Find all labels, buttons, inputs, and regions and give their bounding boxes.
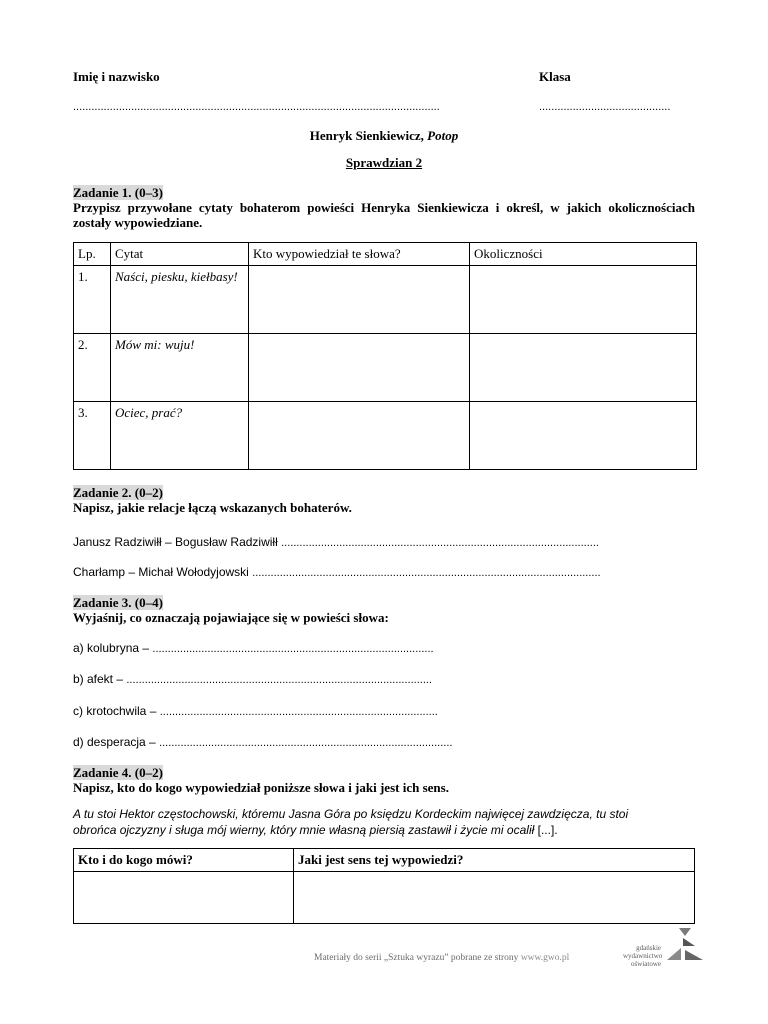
table-row bbox=[74, 334, 697, 402]
footer-url[interactable]: www.gwo.pl bbox=[520, 953, 570, 963]
task3-heading: Zadanie 3. (0–4) bbox=[73, 595, 163, 610]
table-row bbox=[74, 266, 697, 334]
test-title: Sprawdzian 2 bbox=[345, 155, 423, 170]
task4-table bbox=[73, 848, 695, 924]
answer-who[interactable] bbox=[74, 872, 294, 924]
row-lp: 1. bbox=[74, 266, 111, 334]
task3-item-b: b) afekt – .................................................................................................... bbox=[73, 672, 432, 686]
task3-item-c: c) krotochwila – ........................................................................................... bbox=[73, 704, 438, 718]
row-quote: Naści, piesku, kiełbasy! bbox=[111, 266, 249, 334]
col-circumstances: Okoliczności bbox=[470, 243, 697, 266]
name-label: Imię i nazwisko bbox=[73, 69, 160, 84]
title-work: Potop bbox=[427, 128, 459, 143]
answer-field[interactable]: ................................................................................................ bbox=[159, 737, 453, 749]
task4-instruction: Napisz, kto do kogo wypowiedział poniższe słowa i jaki jest ich sens. bbox=[73, 780, 449, 795]
class-label: Klasa bbox=[539, 69, 571, 84]
task1-table bbox=[73, 242, 697, 470]
col-quote: Cytat bbox=[111, 243, 249, 266]
col-meaning: Jaki jest sens tej wypowiedzi? bbox=[294, 849, 695, 872]
name-field[interactable]: ........................................................................................................................ bbox=[73, 101, 440, 113]
task1-heading: Zadanie 1. (0–3) bbox=[73, 185, 163, 200]
answer-field[interactable]: .................................................................................................... bbox=[126, 674, 432, 686]
answer-meaning[interactable] bbox=[294, 872, 695, 924]
col-speaker: Kto wypowiedział te słowa? bbox=[249, 243, 470, 266]
col-lp: Lp. bbox=[74, 243, 111, 266]
answer-circumstances-2[interactable] bbox=[470, 334, 697, 402]
task2-heading: Zadanie 2. (0–2) bbox=[73, 485, 163, 500]
class-field[interactable]: ........................................... bbox=[539, 101, 671, 113]
publisher-logo-icon bbox=[665, 926, 705, 964]
answer-field[interactable]: .................................................................................................................. bbox=[252, 567, 601, 579]
answer-speaker-2[interactable] bbox=[249, 334, 470, 402]
task1-instruction: Przypisz przywołane cytaty bohaterom powieści Henryka Sienkiewicza i określ, w jakich okolicznościach zostały wypowiedziane. bbox=[73, 200, 695, 230]
title-author: Henryk Sienkiewicz, bbox=[309, 128, 424, 143]
page-title bbox=[0, 128, 768, 144]
task2-line-1: Janusz Radziwiłł – Bogusław Radziwiłł ........................................................................................................ bbox=[73, 535, 599, 549]
task3-item-d: d) desperacja – ................................................................................................ bbox=[73, 735, 453, 749]
row-quote: Ociec, prać? bbox=[111, 402, 249, 470]
footer-note: Materiały do serii „Sztuka wyrazu” pobrane ze strony www.gwo.pl bbox=[314, 953, 570, 963]
answer-speaker-1[interactable] bbox=[249, 266, 470, 334]
table-row bbox=[74, 402, 697, 470]
answer-field[interactable]: ........................................................................................... bbox=[159, 706, 438, 718]
answer-circumstances-1[interactable] bbox=[470, 266, 697, 334]
table-row bbox=[74, 872, 695, 924]
publisher-name: gdańskie wydawnictwo oświatowe bbox=[623, 944, 663, 968]
col-who: Kto i do kogo mówi? bbox=[74, 849, 294, 872]
task4-heading: Zadanie 4. (0–2) bbox=[73, 765, 163, 780]
task2-line-2: Charłamp – Michał Wołodyjowski .................................................................................................................. bbox=[73, 565, 601, 579]
task3-instruction: Wyjaśnij, co oznaczają pojawiające się w powieści słowa: bbox=[73, 610, 389, 625]
task3-item-a: a) kolubryna – ............................................................................................ bbox=[73, 641, 434, 655]
row-lp: 3. bbox=[74, 402, 111, 470]
answer-field[interactable]: ............................................................................................ bbox=[152, 643, 434, 655]
answer-field[interactable]: ........................................................................................................ bbox=[281, 537, 599, 549]
row-lp: 2. bbox=[74, 334, 111, 402]
task2-instruction: Napisz, jakie relacje łączą wskazanych bohaterów. bbox=[73, 500, 352, 515]
answer-speaker-3[interactable] bbox=[249, 402, 470, 470]
row-quote: Mów mi: wuju! bbox=[111, 334, 249, 402]
task4-quote: A tu stoi Hektor częstochowski, któremu Jasna Góra po księdzu Kordeckim najwięcej zawdzięcza, tu stoi obrońca ojczyzny i sługa mój wierny, który mnie własną piersią zastawił i życie mi ocalił [...]. bbox=[73, 807, 629, 837]
answer-circumstances-3[interactable] bbox=[470, 402, 697, 470]
